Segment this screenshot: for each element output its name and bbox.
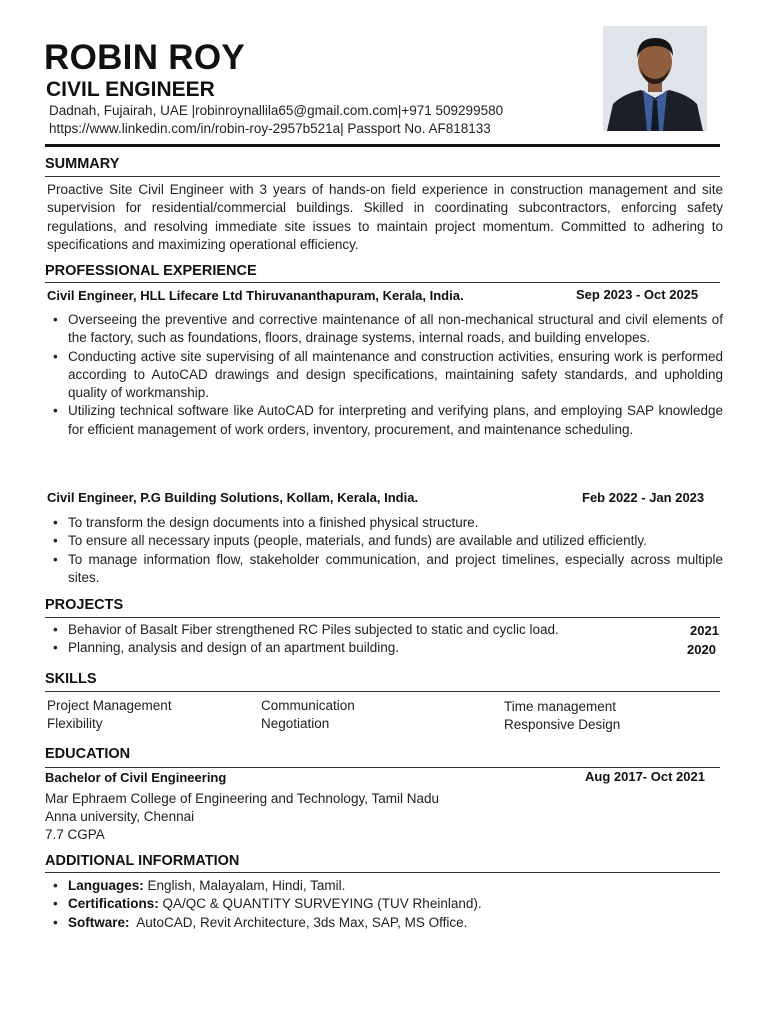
job-1-bullets [48, 311, 723, 439]
bullet-dot-icon: • [53, 622, 58, 637]
list-item: • To transform the design documents into a finished physical structure. [48, 514, 723, 532]
project-2-year: 2020 [687, 642, 716, 657]
skill-item: Communication [261, 698, 355, 713]
candidate-name: ROBIN ROY [44, 38, 246, 77]
list-item: • Behavior of Basalt Fiber strengthened RC Piles subjected to static and cyclic load. [48, 621, 668, 639]
projects-rule [45, 617, 720, 618]
bullet-dot-icon: • [53, 403, 58, 419]
list-item: • Conducting active site supervising of all maintenance and construction activities, ensuring work is performed according to AutoCAD drawings and design specifications, maintaining safety standards, and upholding quality of workmanship. [53, 348, 723, 401]
list-item: • Certifications: QA/QC & QUANTITY SURVEYING (TUV Rheinland). [48, 895, 723, 913]
skill-item: Negotiation [261, 716, 330, 731]
bullet-dot-icon: • [53, 640, 58, 656]
list-item: • Utilizing technical software like AutoCAD for interpreting and verifying plans, and employing SAP knowledge for efficient management of work orders, inventory, procurement, and maintenance scheduling. [53, 403, 723, 437]
education-dates: Aug 2017- Oct 2021 [585, 769, 705, 784]
section-heading-education: EDUCATION [45, 746, 131, 762]
skill-item: Responsive Design [504, 717, 621, 732]
skill-item: Flexibility [47, 716, 103, 731]
job-title-header: CIVIL ENGINEER [46, 78, 215, 101]
section-heading-experience: PROFESSIONAL EXPERIENCE [45, 263, 257, 279]
skill-item: Time management [504, 699, 617, 714]
university-name: Anna university, Chennai [45, 809, 195, 824]
additional-rule [45, 872, 720, 873]
bullet-dot-icon: • [53, 515, 58, 530]
bullet-dot-icon: • [53, 533, 58, 549]
section-heading-summary: SUMMARY [45, 156, 120, 172]
list-item: • Languages: English, Malayalam, Hindi, Tamil. [48, 877, 723, 895]
contact-line-2: https://www.linkedin.com/in/robin-roy-2957b521a| Passport No. AF818133 [49, 121, 491, 136]
section-heading-skills: SKILLS [45, 671, 97, 687]
college-name: Mar Ephraem College of Engineering and Technology, Tamil Nadu [45, 791, 439, 806]
bullet-dot-icon: • [53, 896, 58, 912]
education-rule [45, 767, 720, 768]
degree-title: Bachelor of Civil Engineering [45, 770, 227, 785]
contact-line-1: Dadnah, Fujairah, UAE |robinroynallila65@gmail.com.com|+971 509299580 [49, 103, 504, 118]
skills-rule [45, 691, 720, 692]
list-item: • Overseeing the preventive and corrective maintenance of all non-mechanical structural and civil elements of the factory, such as foundations, floors, drainage systems, internal roads, and building envelopes. [53, 312, 723, 346]
bullet-dot-icon: • [53, 312, 58, 327]
list-item: • Software: AutoCAD, Revit Architecture, 3ds Max, SAP, MS Office. [48, 914, 723, 932]
header-divider [45, 144, 720, 147]
bullet-dot-icon: • [53, 878, 58, 893]
list-item: • To ensure all necessary inputs (people, materials, and funds) are available and utilized efficiently. [48, 532, 723, 550]
summary-text: Proactive Site Civil Engineer with 3 years of hands-on field experience in construction management and site supervision for residential/commercial buildings. Skilled in coordinating subcontractors, enforcing safety regulations, and resolving immediate site issues to maintain project momentum. Committed to adhering to specifications and maximizing operational efficiency. [47, 182, 723, 252]
profile-photo [603, 26, 707, 131]
bullet-dot-icon: • [53, 551, 58, 567]
job-2-title: Civil Engineer, P.G Building Solutions, Kollam, Kerala, India. [47, 490, 419, 505]
job-2-dates: Feb 2022 - Jan 2023 [582, 490, 705, 505]
job-1-title: Civil Engineer, HLL Lifecare Ltd Thiruvananthapuram, Kerala, India. [47, 288, 464, 303]
section-heading-projects: PROJECTS [45, 597, 124, 613]
job-1-dates: Sep 2023 - Oct 2025 [576, 287, 699, 302]
bullet-dot-icon: • [53, 914, 58, 930]
project-1-year: 2021 [690, 623, 719, 638]
section-heading-additional: ADDITIONAL INFORMATION [45, 853, 240, 869]
summary-rule [45, 176, 720, 177]
additional-list [48, 877, 723, 932]
bullet-dot-icon: • [53, 348, 58, 364]
skill-item: Project Management [47, 698, 172, 713]
projects-list [48, 621, 668, 658]
grade: 7.7 CGPA [45, 827, 105, 842]
experience-rule [45, 282, 720, 283]
person-photo-icon [603, 26, 707, 131]
list-item: • To manage information flow, stakeholder communication, and project timelines, especially across multiple sites. [53, 551, 723, 585]
job-2-bullets [48, 514, 723, 587]
list-item: • Planning, analysis and design of an apartment building. [48, 639, 668, 657]
